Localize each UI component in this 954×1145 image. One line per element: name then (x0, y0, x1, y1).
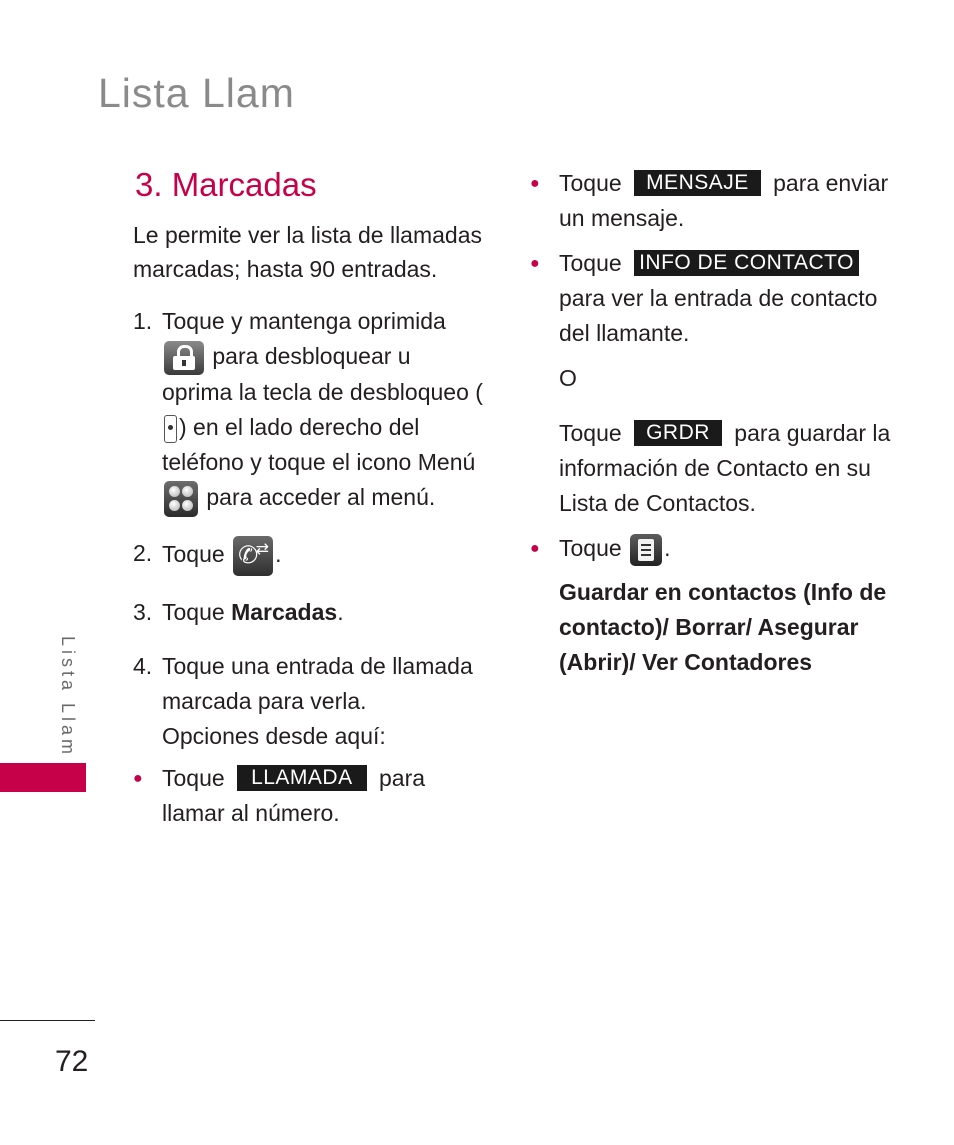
step-text: . (337, 598, 344, 625)
option-text: para llamar al número. (162, 764, 426, 826)
step-number: 4. (133, 652, 153, 679)
left-column (133, 218, 483, 831)
option-text: Toque (559, 535, 622, 561)
footer-divider (0, 1020, 95, 1021)
step-text: ) en el lado derecho del teléfono y toque el icono Menú (162, 413, 476, 475)
step-4 (133, 649, 483, 754)
option-message (530, 166, 910, 236)
unlock-key-icon (164, 415, 177, 443)
option-more (530, 531, 910, 566)
step-3 (133, 595, 483, 630)
step-text: para acceder al menú. (206, 483, 436, 510)
step-text: Toque una entrada de llamada marcada para verla. (162, 652, 473, 714)
lock-icon (164, 341, 204, 375)
menu-icon (164, 481, 198, 517)
step-number: 3. (133, 598, 153, 625)
section-heading: 3. Marcadas (135, 166, 317, 203)
bullet-icon: ● (530, 540, 540, 557)
option-call (133, 761, 483, 831)
option-text: Toque (162, 764, 225, 791)
option-text: para guardar la información de Contacto en su Lista de Contactos. (559, 420, 891, 516)
bullet-icon: ● (530, 255, 540, 272)
save-option (559, 416, 910, 521)
bullet-icon: ● (133, 769, 143, 787)
options-icon[interactable] (630, 534, 662, 566)
step-text: Toque (162, 540, 225, 567)
step-text: Opciones desde aquí: (162, 722, 386, 749)
right-column (530, 166, 910, 680)
step-number: 2. (133, 539, 153, 566)
call-button[interactable]: LLAMADA (237, 765, 367, 791)
option-text: para enviar un mensaje. (559, 170, 889, 231)
page-title: Lista Llam (98, 70, 295, 116)
call-log-icon: ✆ ⇄ (233, 536, 273, 576)
step-number: 1. (133, 308, 153, 334)
option-text: Toque (559, 170, 622, 196)
step-text: . (275, 540, 282, 567)
side-tab-label: Lista Llam (58, 636, 78, 759)
intro-text: Le permite ver la lista de llamadas marcadas; hasta 90 entradas. (133, 222, 482, 282)
step-2 (133, 536, 483, 576)
step-bold-text: Marcadas (231, 598, 338, 625)
contact-info-button[interactable]: INFO DE CONTACTO (634, 250, 859, 276)
step-1 (133, 304, 483, 517)
option-contact-info (530, 246, 910, 351)
option-text: . (664, 535, 671, 561)
save-button[interactable]: GRDR (634, 420, 722, 446)
bullet-icon: ● (530, 175, 540, 192)
page-number: 72 (55, 1045, 89, 1078)
option-text: Toque (559, 250, 622, 276)
side-tab-marker (0, 763, 86, 792)
step-text: Toque (162, 598, 232, 625)
option-text: Toque (559, 420, 622, 446)
option-text: para ver la entrada de contacto del llamante. (559, 285, 878, 346)
options-menu-items: Guardar en contactos (Info de contacto)/ Borrar/ Asegurar (Abrir)/ Ver Contadores (559, 579, 887, 675)
step-text: para desbloquear u oprima la tecla de desbloqueo ( (162, 343, 483, 405)
step-text: Toque y mantenga oprimida (162, 308, 446, 334)
or-text: O (559, 365, 577, 391)
message-button[interactable]: MENSAJE (634, 170, 761, 196)
